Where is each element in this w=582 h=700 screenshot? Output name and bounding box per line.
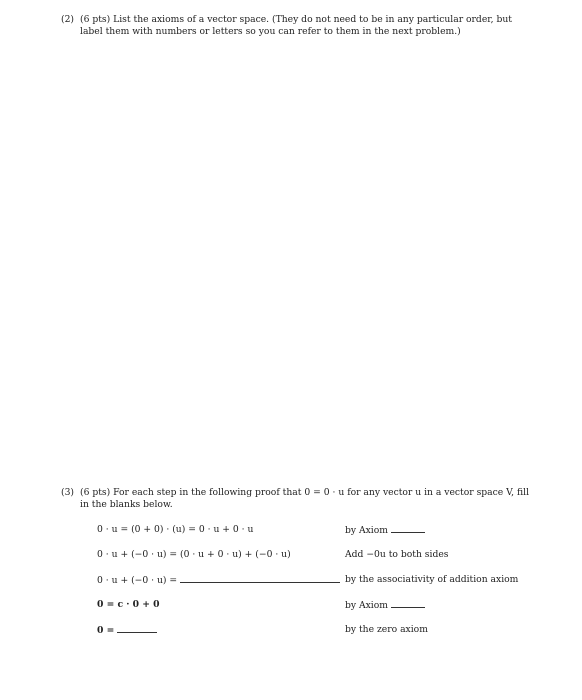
step-3-equation — [97, 574, 340, 586]
step-3-justification: by the associativity of addition axiom — [345, 574, 519, 585]
problem-2-number: (2) — [61, 14, 75, 25]
problem-3-text: (6 pts) For each step in the following proof that 0 = 0 · u for any vector u in a vector space V, fill in the blanks below. — [80, 487, 530, 510]
step-4-justification — [345, 599, 425, 611]
problem-3-number: (3) — [61, 487, 75, 498]
step-1-justification-text: by Axiom — [345, 525, 388, 536]
step-5-expression-blank[interactable] — [117, 624, 157, 633]
step-1-justification — [345, 524, 425, 536]
step-3-equation-text: 0 · u + (−0 · u) = — [97, 575, 178, 586]
step-4-justification-text: by Axiom — [345, 600, 388, 611]
problem-2 — [61, 14, 532, 38]
problem-3 — [61, 487, 532, 511]
problem-2-text: (6 pts) List the axioms of a vector space. (They do not need to be in any particular order, but label them with numbers or letters so you can refer to them in the next problem.) — [80, 14, 512, 37]
step-2-justification: Add −0u to both sides — [345, 549, 449, 560]
step-1-equation: 0 · u = (0 + 0) · (u) = 0 · u + 0 · u — [97, 524, 254, 535]
step-4-equation: 0 = c · 0 + 0 — [97, 599, 160, 610]
step-1-axiom-blank[interactable] — [391, 524, 425, 533]
step-5-justification: by the zero axiom — [345, 624, 428, 635]
step-4-axiom-blank[interactable] — [391, 599, 425, 608]
step-3-expression-blank[interactable] — [180, 574, 340, 583]
step-5-equation — [97, 624, 157, 636]
step-5-equation-text: 0 = — [97, 625, 115, 636]
step-2-equation: 0 · u + (−0 · u) = (0 · u + 0 · u) + (−0 · u) — [97, 549, 291, 560]
